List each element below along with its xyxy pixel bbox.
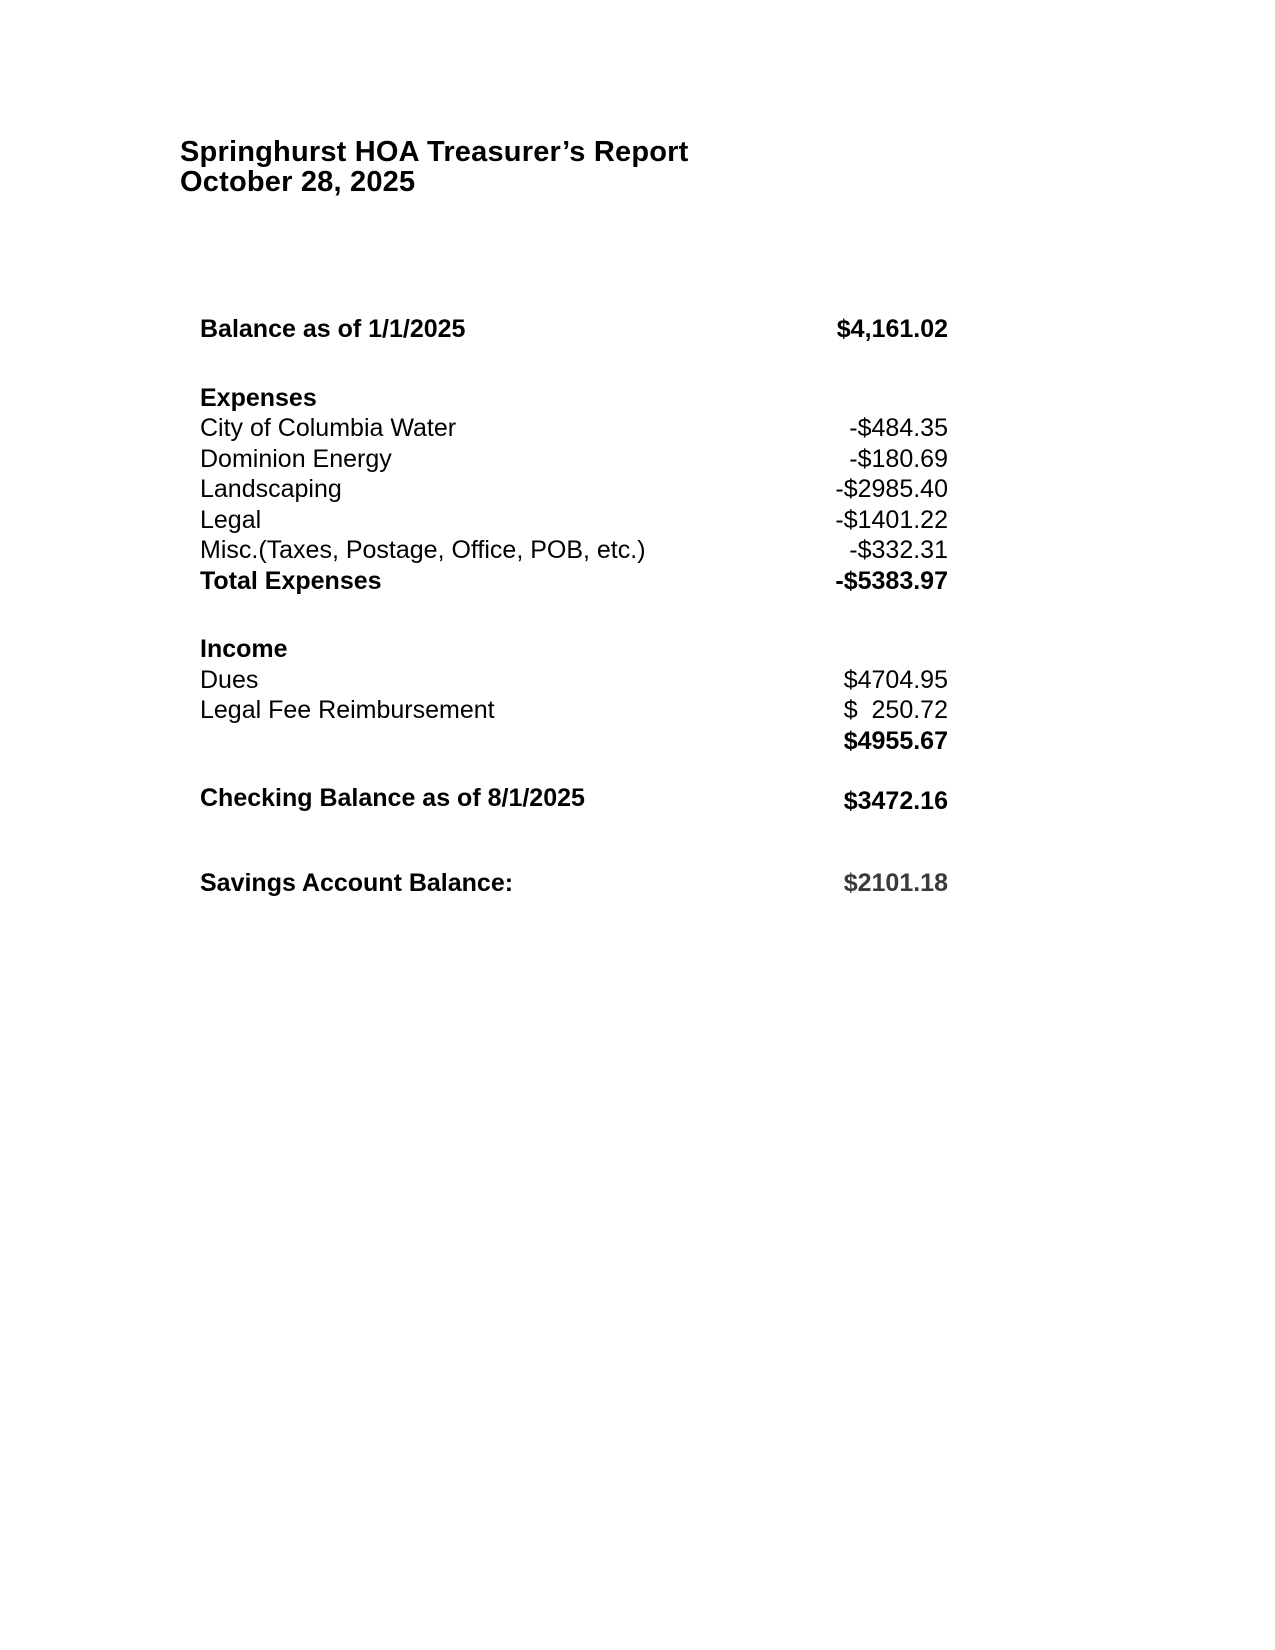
savings-balance-label: Savings Account Balance: bbox=[200, 868, 514, 897]
expense-amount: -$332.31 bbox=[849, 536, 948, 564]
total-expenses-amount: -$5383.97 bbox=[835, 566, 948, 595]
income-total-row bbox=[200, 726, 948, 757]
expense-row bbox=[200, 505, 948, 536]
expenses-section-heading: Expenses bbox=[200, 383, 317, 412]
savings-balance-row bbox=[200, 868, 948, 899]
income-amount: $4704.95 bbox=[843, 665, 948, 694]
total-expenses-row bbox=[200, 566, 948, 597]
income-header-row bbox=[200, 634, 948, 665]
checking-balance-label: Checking Balance as of 8/1/2025 bbox=[200, 784, 585, 812]
income-row bbox=[200, 665, 948, 696]
expense-row bbox=[200, 444, 948, 475]
expense-amount: -$484.35 bbox=[849, 414, 948, 442]
report-body bbox=[200, 314, 948, 898]
checking-balance-row bbox=[200, 783, 948, 814]
income-label: Dues bbox=[200, 665, 259, 694]
expense-label: City of Columbia Water bbox=[200, 414, 457, 442]
opening-balance-row bbox=[200, 314, 948, 345]
expense-amount: -$1401.22 bbox=[835, 505, 948, 534]
document-title-block bbox=[180, 137, 689, 197]
opening-balance-amount: $4,161.02 bbox=[836, 315, 948, 343]
report-date: October 28, 2025 bbox=[180, 166, 416, 198]
expense-label: Landscaping bbox=[200, 475, 342, 503]
opening-balance-label: Balance as of 1/1/2025 bbox=[200, 315, 466, 343]
expense-label: Misc.(Taxes, Postage, Office, POB, etc.) bbox=[200, 536, 646, 564]
expenses-header-row bbox=[200, 383, 948, 414]
checking-balance-amount: $3472.16 bbox=[843, 787, 948, 815]
savings-balance-amount: $2101.18 bbox=[843, 868, 948, 897]
expense-row bbox=[200, 413, 948, 444]
expense-amount: -$2985.40 bbox=[835, 475, 948, 503]
expense-label: Dominion Energy bbox=[200, 444, 392, 473]
expense-row bbox=[200, 535, 948, 566]
income-total-amount: $4955.67 bbox=[843, 726, 948, 755]
income-row bbox=[200, 695, 948, 726]
expense-amount: -$180.69 bbox=[849, 444, 948, 473]
report-title: Springhurst HOA Treasurer’s Report bbox=[180, 136, 689, 168]
income-label: Legal Fee Reimbursement bbox=[200, 696, 495, 724]
total-expenses-label: Total Expenses bbox=[200, 566, 382, 595]
income-section-heading: Income bbox=[200, 635, 288, 663]
income-amount: $ 250.72 bbox=[843, 696, 948, 724]
expense-label: Legal bbox=[200, 505, 262, 534]
expense-row bbox=[200, 474, 948, 505]
